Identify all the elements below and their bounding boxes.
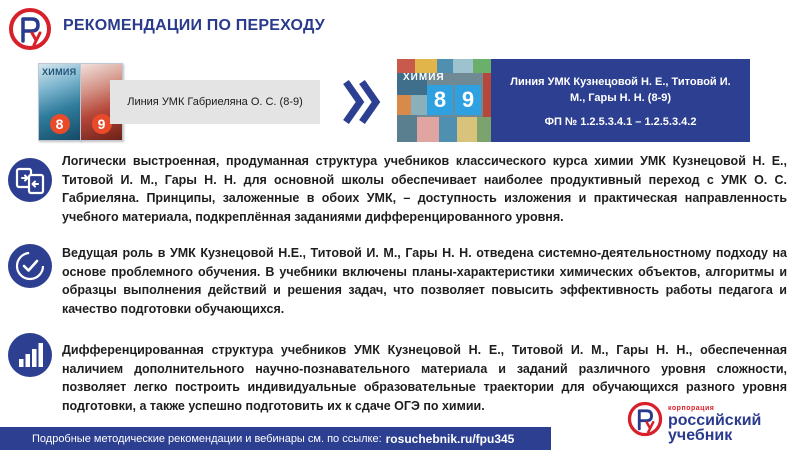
fp-number: ФП № 1.2.5.3.4.1 – 1.2.5.3.4.2: [544, 115, 697, 128]
brand-line1: российский: [668, 412, 762, 429]
footer-bar: [0, 427, 551, 450]
current-line-label: Линия УМК Габриеляна О. С. (8-9): [110, 80, 320, 124]
footer-link[interactable]: rosuchebnik.ru/fpu345: [385, 431, 515, 446]
transfer-icon: [7, 157, 53, 203]
checkmark-icon: [7, 243, 53, 289]
double-chevron-right-icon: [342, 78, 382, 126]
book-title: ХИМИЯ: [42, 67, 77, 77]
grade-number: 9: [92, 114, 112, 134]
brand-line2: учебник: [668, 427, 733, 444]
textbook-cover-8: [38, 63, 81, 141]
grade-number: 8: [427, 85, 453, 115]
ru-logo-icon: [8, 7, 52, 51]
section-text: Дифференцированная структура учебников УМК Кузнецовой Н. Е., Титовой И. М., Гары Н. Н., обеспеченная наличием дополнительного научно-познавательного материала и заданий различного уровня сложности, позволяет легко построить индивидуальные образовательные траектории для обучающихся разного уровня подготовки, а также успешно подготовить их к сдаче ОГЭ по химии.: [62, 343, 787, 413]
recommended-line-name: Линия УМК Кузнецовой Н. Е., Титовой И. М., Гары Н. Н. (8-9): [510, 75, 731, 104]
page-title: РЕКОМЕНДАЦИИ ПО ПЕРЕХОДУ: [63, 17, 325, 34]
brand-corp: корпорация: [668, 405, 715, 412]
footer-text: Подробные методические рекомендации и вебинары см. по ссылке:: [32, 432, 382, 445]
textbook-mosaic-labels: [397, 59, 491, 142]
bar-chart-icon: [7, 332, 53, 378]
section-text: Ведущая роль в УМК Кузнецовой Н.Е., Титовой И. М., Гары Н. Н. отведена системно-деятельностному подходу на основе проблемного обучения. В учебники включены планы-характеристики химических объектов, алгоритмы и образцы выполнения действий и решения задач, что позволяет повысить эффективность работы педагога и качество подготовки обучающихся.: [62, 246, 787, 316]
brand-wordmark: [668, 405, 761, 443]
recommended-line-box: [491, 59, 750, 142]
ru-logo-icon: [627, 401, 663, 437]
section-text: Логически выстроенная, продуманная структура учебников классического курса химии УМК Кузнецовой Н. Е., Титовой И. М., Гары Н. Н. для основной школы обеспечивает наиболее продуктивный переход с УМК О. С. Габриеляна. Принципы, заложенные в обоих УМК, – доступность изложения и практическая направленность учебного материала, подкреплённая заданиями дифференцированного уровня.: [62, 154, 787, 224]
grade-number: 8: [50, 114, 70, 134]
grade-number: 9: [455, 85, 481, 115]
book-title: ХИМИЯ: [403, 72, 445, 83]
